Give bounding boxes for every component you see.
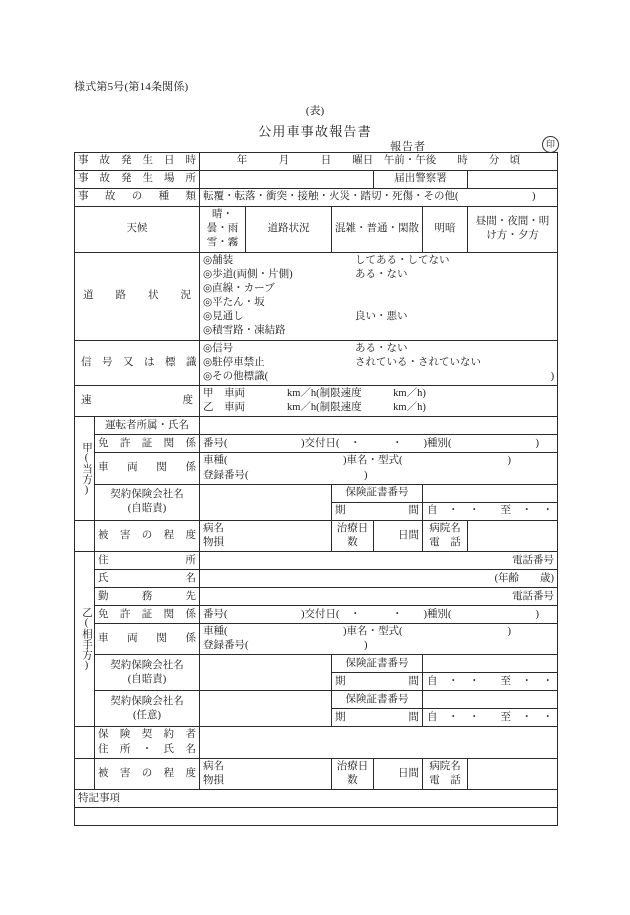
accident-datetime-label: 事 故 発 生 日 時 <box>75 153 200 171</box>
party-a-vehicle-line2: 登録番号( ) <box>203 469 368 481</box>
signal-item-1-label: ◎駐停車禁止 <box>203 356 265 368</box>
party-b-insurance-nini-value[interactable] <box>200 691 332 727</box>
reporter-label: 報告者 <box>390 141 426 153</box>
list-item <box>203 268 554 282</box>
party-b-insurance-jibaiseki-line1: 契約保険会社名 <box>110 659 184 671</box>
party-a-vehicle-line1: 車種( )車名・型式( ) <box>203 455 511 467</box>
party-a-vertical-label: 甲(当方) <box>75 417 95 520</box>
table-row <box>75 727 558 758</box>
party-b-insurance-jibaiseki-value[interactable] <box>200 655 332 691</box>
party-b-period-label-1: 期 間 <box>332 673 423 691</box>
party-a-hospital-value[interactable] <box>468 520 558 551</box>
accident-report-table <box>74 152 558 826</box>
list-item <box>203 310 554 324</box>
table-row <box>75 207 558 253</box>
party-a-insurance-label-line2: (自賠責) <box>127 503 167 515</box>
party-a-treatment-label: 治療日数 <box>332 520 374 551</box>
party-b-insurance-jibaiseki-label <box>95 655 200 691</box>
party-b-vehicle-line2: 登録番号( ) <box>203 640 368 652</box>
party-a-insurance-label-line1: 契約保険会社名 <box>110 489 184 501</box>
party-b-hospital-line1: 病院名 <box>429 760 461 772</box>
party-a-vertical-label-spacer <box>75 520 95 551</box>
table-row <box>75 153 558 171</box>
party-a-vehicle-value[interactable] <box>200 453 558 484</box>
party-b-period-value-2[interactable]: 自 ・ ・ 至 ・ ・ <box>423 709 558 727</box>
party-b-address-value[interactable] <box>200 552 558 570</box>
road-item-1-value: ある・ない <box>355 268 408 280</box>
table-row <box>75 171 558 189</box>
party-a-period-label: 期 間 <box>332 502 423 520</box>
party-b-treatment-label: 治療日数 <box>332 758 374 789</box>
party-b-policy-no-value-2[interactable] <box>423 691 558 709</box>
accident-type-value[interactable]: 転覆・転落・衝突・接触・火災・踏切・死傷・その他( ) <box>200 189 558 207</box>
table-row <box>75 435 558 453</box>
party-b-vertical-spacer-1 <box>75 727 95 758</box>
list-item <box>203 324 554 338</box>
party-a-license-label: 免 許 証 関 係 <box>95 435 200 453</box>
accident-place-value[interactable] <box>200 171 374 189</box>
party-b-insurance-jibaiseki-line2: (自賠責) <box>127 673 167 685</box>
table-row <box>75 453 558 484</box>
party-b-contractor-line2: 住 所 ・ 氏 名 <box>98 743 196 755</box>
party-b-treatment-value[interactable] <box>374 758 423 789</box>
table-row <box>75 655 558 673</box>
table-row <box>75 570 558 588</box>
weather-label: 天候 <box>75 207 200 253</box>
side-marker: (表) <box>305 105 325 117</box>
party-a-hospital-label <box>423 520 468 551</box>
party-b-address-label: 住 所 <box>95 552 200 570</box>
party-b-policy-no-value-1[interactable] <box>423 655 558 673</box>
notes-value[interactable] <box>75 808 558 826</box>
party-a-policy-no-label: 保険証書番号 <box>332 484 423 502</box>
party-a-damage-line2: 物損 <box>203 536 224 548</box>
party-a-driver-label: 運転者所属・氏名 <box>95 417 200 435</box>
party-b-hospital-value[interactable] <box>468 758 558 789</box>
speed-label: 速 度 <box>75 386 200 417</box>
party-b-damage-line1: 病名 <box>203 760 224 772</box>
light-label: 明暗 <box>423 207 468 253</box>
party-a-policy-no-value[interactable] <box>423 484 558 502</box>
list-item <box>203 342 554 356</box>
party-b-contractor-line1: 保 険 契 約 者 <box>98 729 196 741</box>
table-row <box>75 484 558 502</box>
party-b-damage-label: 被 害 の 程 度 <box>95 758 200 789</box>
signal-item-0-value: ある・ない <box>355 342 408 354</box>
accident-type-label: 事 故 の 種 類 <box>75 189 200 207</box>
road-item-4-label: ◎見通し <box>203 311 244 323</box>
table-row <box>75 790 558 808</box>
party-b-vehicle-label: 車 両 関 係 <box>95 624 200 655</box>
table-row <box>75 417 558 435</box>
road-item-1-label: ◎歩道(両側・片側) <box>203 268 293 280</box>
party-b-vehicle-line1: 車種( )車名・型式( ) <box>203 626 511 638</box>
party-b-license-label: 免 許 証 関 係 <box>95 606 200 624</box>
table-row <box>75 808 558 826</box>
party-a-license-value[interactable]: 番号( )交付日( ・ ・ )種別( ) <box>200 435 558 453</box>
accident-datetime-value[interactable]: 年 月 日 曜日 午前・午後 時 分 頃 <box>200 153 558 171</box>
party-a-driver-value[interactable] <box>200 417 558 435</box>
party-a-damage-label: 被 害 の 程 度 <box>95 520 200 551</box>
table-row <box>75 758 558 789</box>
party-b-policy-no-label-1: 保険証書番号 <box>332 655 423 673</box>
table-row <box>75 189 558 207</box>
party-b-insurance-nini-label <box>95 691 200 727</box>
road-item-5-label: ◎積雪路・凍結路 <box>203 325 286 337</box>
table-row <box>75 552 558 570</box>
speed-row-0: 甲 車両 km／h(制限速度 km／h) <box>203 388 426 400</box>
party-b-damage-value[interactable] <box>200 758 332 789</box>
party-a-damage-value[interactable] <box>200 520 332 551</box>
party-a-days-label: 日間 <box>398 529 419 541</box>
signal-item-1-value: されている・されていない <box>355 356 481 368</box>
party-a-treatment-value[interactable] <box>374 520 423 551</box>
list-item <box>203 356 554 370</box>
light-value[interactable]: 昼間・夜間・明け方・夕方 <box>468 207 558 253</box>
road-condition-list[interactable] <box>200 252 558 340</box>
accident-place-label: 事 故 発 生 場 所 <box>75 171 200 189</box>
signal-item-2-close: ) <box>550 370 555 382</box>
signal-label: 信 号 又 は 標 識 <box>75 340 200 386</box>
weather-value-line1: 晴・曇・雨 <box>206 209 239 235</box>
weather-value[interactable] <box>200 207 246 253</box>
police-station-label: 届出警察署 <box>374 171 468 189</box>
party-b-contractor-label <box>95 727 200 758</box>
party-b-vertical-spacer-2 <box>75 758 95 789</box>
signal-item-0-label: ◎信号 <box>203 342 234 354</box>
seal-icon: 印 <box>542 136 559 153</box>
party-b-name-value[interactable] <box>200 570 558 588</box>
table-row <box>75 606 558 624</box>
party-b-contractor-value[interactable] <box>200 727 558 758</box>
road-condition-label: 道 路 状 況 <box>75 252 200 340</box>
party-b-name-label: 氏 名 <box>95 570 200 588</box>
form-number: 様式第5号(第14条関係) <box>74 81 189 93</box>
party-a-vehicle-label: 車 両 関 係 <box>95 453 200 484</box>
party-b-license-value[interactable]: 番号( )交付日( ・ ・ )種別( ) <box>200 606 558 624</box>
list-item <box>203 282 554 296</box>
party-b-vertical-label: 乙(相手方) <box>75 552 95 727</box>
table-row <box>75 520 558 551</box>
list-item <box>203 370 554 384</box>
party-a-period-value[interactable]: 自 ・ ・ 至 ・ ・ <box>423 502 558 520</box>
table-row <box>75 252 558 340</box>
page-title: 公用車事故報告書 <box>258 124 372 139</box>
party-a-hospital-line2: 電 話 <box>429 536 461 548</box>
table-row <box>75 691 558 709</box>
signal-item-2-label: ◎その他標識( <box>203 370 269 382</box>
road-status-value[interactable]: 混雑・普通・閑散 <box>332 207 423 253</box>
speed-values[interactable] <box>200 386 558 417</box>
party-b-insurance-nini-line2: (任意) <box>133 709 161 721</box>
party-b-hospital-label <box>423 758 468 789</box>
party-a-insurance-company-value[interactable] <box>200 484 332 520</box>
road-item-3-label: ◎平たん・坂 <box>203 297 265 309</box>
party-a-damage-line1: 病名 <box>203 522 224 534</box>
notes-label: 特記事項 <box>75 790 558 808</box>
road-item-4-value: 良い・悪い <box>355 311 408 323</box>
party-b-age-label: (年齢 歳) <box>494 572 555 584</box>
party-b-damage-line2: 物損 <box>203 774 224 786</box>
road-item-0-value: してある・してない <box>355 254 450 266</box>
table-row <box>75 624 558 655</box>
party-b-days-label: 日間 <box>398 767 419 779</box>
party-b-policy-no-label-2: 保険証書番号 <box>332 691 423 709</box>
weather-value-line2: 雪・霧 <box>206 237 239 249</box>
table-row <box>75 588 558 606</box>
table-row <box>75 340 558 386</box>
list-item <box>203 254 554 268</box>
party-b-work-value[interactable] <box>200 588 558 606</box>
signal-list[interactable] <box>200 340 558 386</box>
party-b-period-value-1[interactable]: 自 ・ ・ 至 ・ ・ <box>423 673 558 691</box>
road-item-0-label: ◎舗装 <box>203 254 234 266</box>
party-b-address-phone-label: 電話番号 <box>512 554 555 566</box>
road-status-label: 道路状況 <box>246 207 332 253</box>
table-row <box>75 386 558 417</box>
list-item <box>203 296 554 310</box>
party-a-hospital-line1: 病院名 <box>429 522 461 534</box>
party-b-work-label: 勤 務 先 <box>95 588 200 606</box>
party-b-work-phone-label: 電話番号 <box>512 590 555 602</box>
party-a-insurance-label <box>95 484 200 520</box>
road-item-2-label: ◎直線・カーブ <box>203 282 275 294</box>
police-station-value[interactable] <box>468 171 558 189</box>
party-b-vehicle-value[interactable] <box>200 624 558 655</box>
speed-row-1: 乙 車両 km／h(制限速度 km／h) <box>203 402 426 414</box>
party-b-insurance-nini-line1: 契約保険会社名 <box>110 695 184 707</box>
party-b-hospital-line2: 電 話 <box>429 774 461 786</box>
party-b-period-label-2: 期 間 <box>332 709 423 727</box>
